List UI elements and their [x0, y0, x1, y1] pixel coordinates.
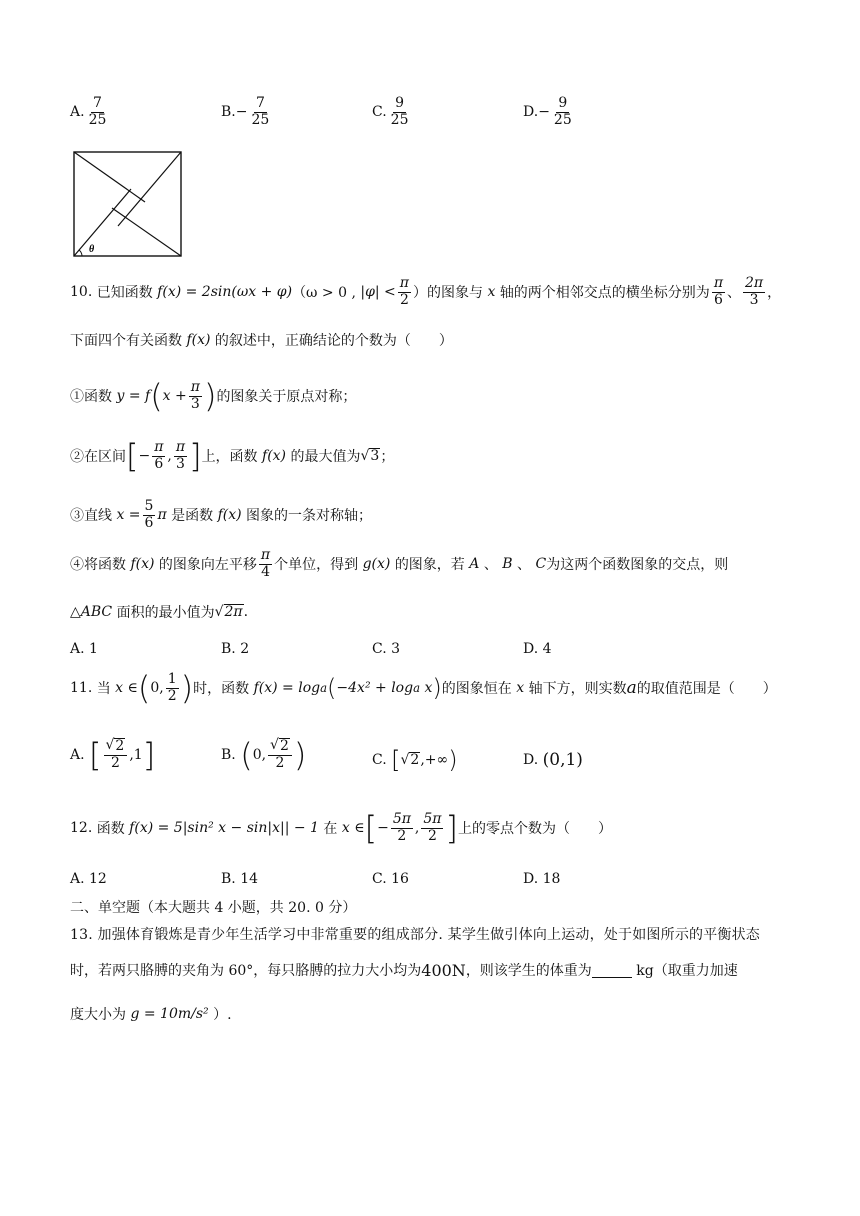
answer-blank[interactable]: [592, 963, 632, 978]
q11-option-c: C. [ √ 2 ,+∞ ): [372, 746, 458, 774]
q10-option-a: A. 1: [70, 641, 98, 657]
q10-option-b: B. 2: [221, 641, 250, 657]
q10-statement-1: ①函数 y = f ( x + $\frac{\pi}{3}$ ) 的图象关于原点对称；: [70, 377, 357, 416]
q12-option-a: A. 12: [70, 871, 107, 887]
q10-stem-line2: 下面四个有关函数 f(x) 的叙述中，正确结论的个数为（ ）: [70, 332, 453, 349]
q10-stem-line1: 10. 已知函数 f(x) = 2sin(ωx + φ) （ω > 0 , |φ| < $\frac{\pi}{2}$ ）的图象与 x 轴的两个相邻交点的横坐标分别为 $\frac{\pi}{6}$ 、 $\frac{2\pi}{3}$ ，: [70, 275, 782, 308]
q10-option-c: C. 3: [372, 641, 401, 657]
q12-stem: 12. 函数 f(x) = 5|sin² x − sin|x|| − 1 在 x ∈ [ − $\frac{5\pi}{2}$ , $\frac{5\pi}{2}$ ] 上的零点个数为（ ）: [70, 809, 612, 848]
q11-option-d: D. (0,1): [523, 750, 583, 770]
q12-option-c: C. 16: [372, 871, 409, 887]
q9-pinwheel-figure: [72, 150, 184, 258]
q11-option-a: A. [ √ 2 2 ,1 ]: [70, 735, 156, 774]
q12-option-b: B. 14: [221, 871, 259, 887]
q9-option-a: A. $\frac{7}{25}$: [70, 95, 107, 128]
q10-option-d: D. 4: [523, 641, 552, 657]
q13-line3: 度大小为 g = 10m/s² ）.: [70, 1006, 232, 1023]
q9-option-c: C. $\frac{9}{25}$: [372, 95, 409, 128]
q12-option-d: D. 18: [523, 871, 561, 887]
q10-statement-2: ②在区间 [ − $\frac{\pi}{6}$ , $\frac{\pi}{3}$ ] 上，函数 f(x) 的最大值为 √ 3 ；: [70, 437, 395, 476]
q11-option-b: B. ( 0, √ 2 2 ): [221, 735, 307, 774]
q10-statement-3: ③直线 x = $\frac{5}{6}$ π 是函数 f(x) 图象的一条对称轴；: [70, 498, 373, 531]
q9-option-b: B. − $\frac{7}{25}$: [221, 95, 270, 128]
section-heading: 二、单空题（本大题共 4 小题，共 20. 0 分）: [70, 900, 357, 916]
q11-stem: 11. 当 x ∈ ( 0, $\frac{1}{2}$ ) 时，函数 f(x) = log a ( −4x² + log a x ) 的图象恒在 x 轴下方，则实数 a 的取值范围是（ ）: [70, 669, 777, 708]
q10-statement-4-cont: △ABC 面积的最小值为 √ 2π .: [70, 603, 249, 621]
q13-line2: 时，若两只胳膊的夹角为 60°，每只胳膊的拉力大小均为 400N ，则该学生的体重为 kg（取重力加速: [70, 960, 738, 980]
q9-option-d: D. − $\frac{9}{25}$: [523, 95, 572, 128]
theta-label: θ: [89, 244, 95, 255]
q13-line1: 13. 加强体育锻炼是青少年生活学习中非常重要的组成部分. 某学生做引体向上运动，处于如图所示的平衡状态: [70, 927, 761, 943]
q10-statement-4: ④将函数 f(x) 的图象向左平移 $\frac{\pi}{4}$ 个单位，得到 g(x) 的图象，若 A 、 B 、 C 为这两个函数图象的交点，则: [70, 547, 729, 580]
